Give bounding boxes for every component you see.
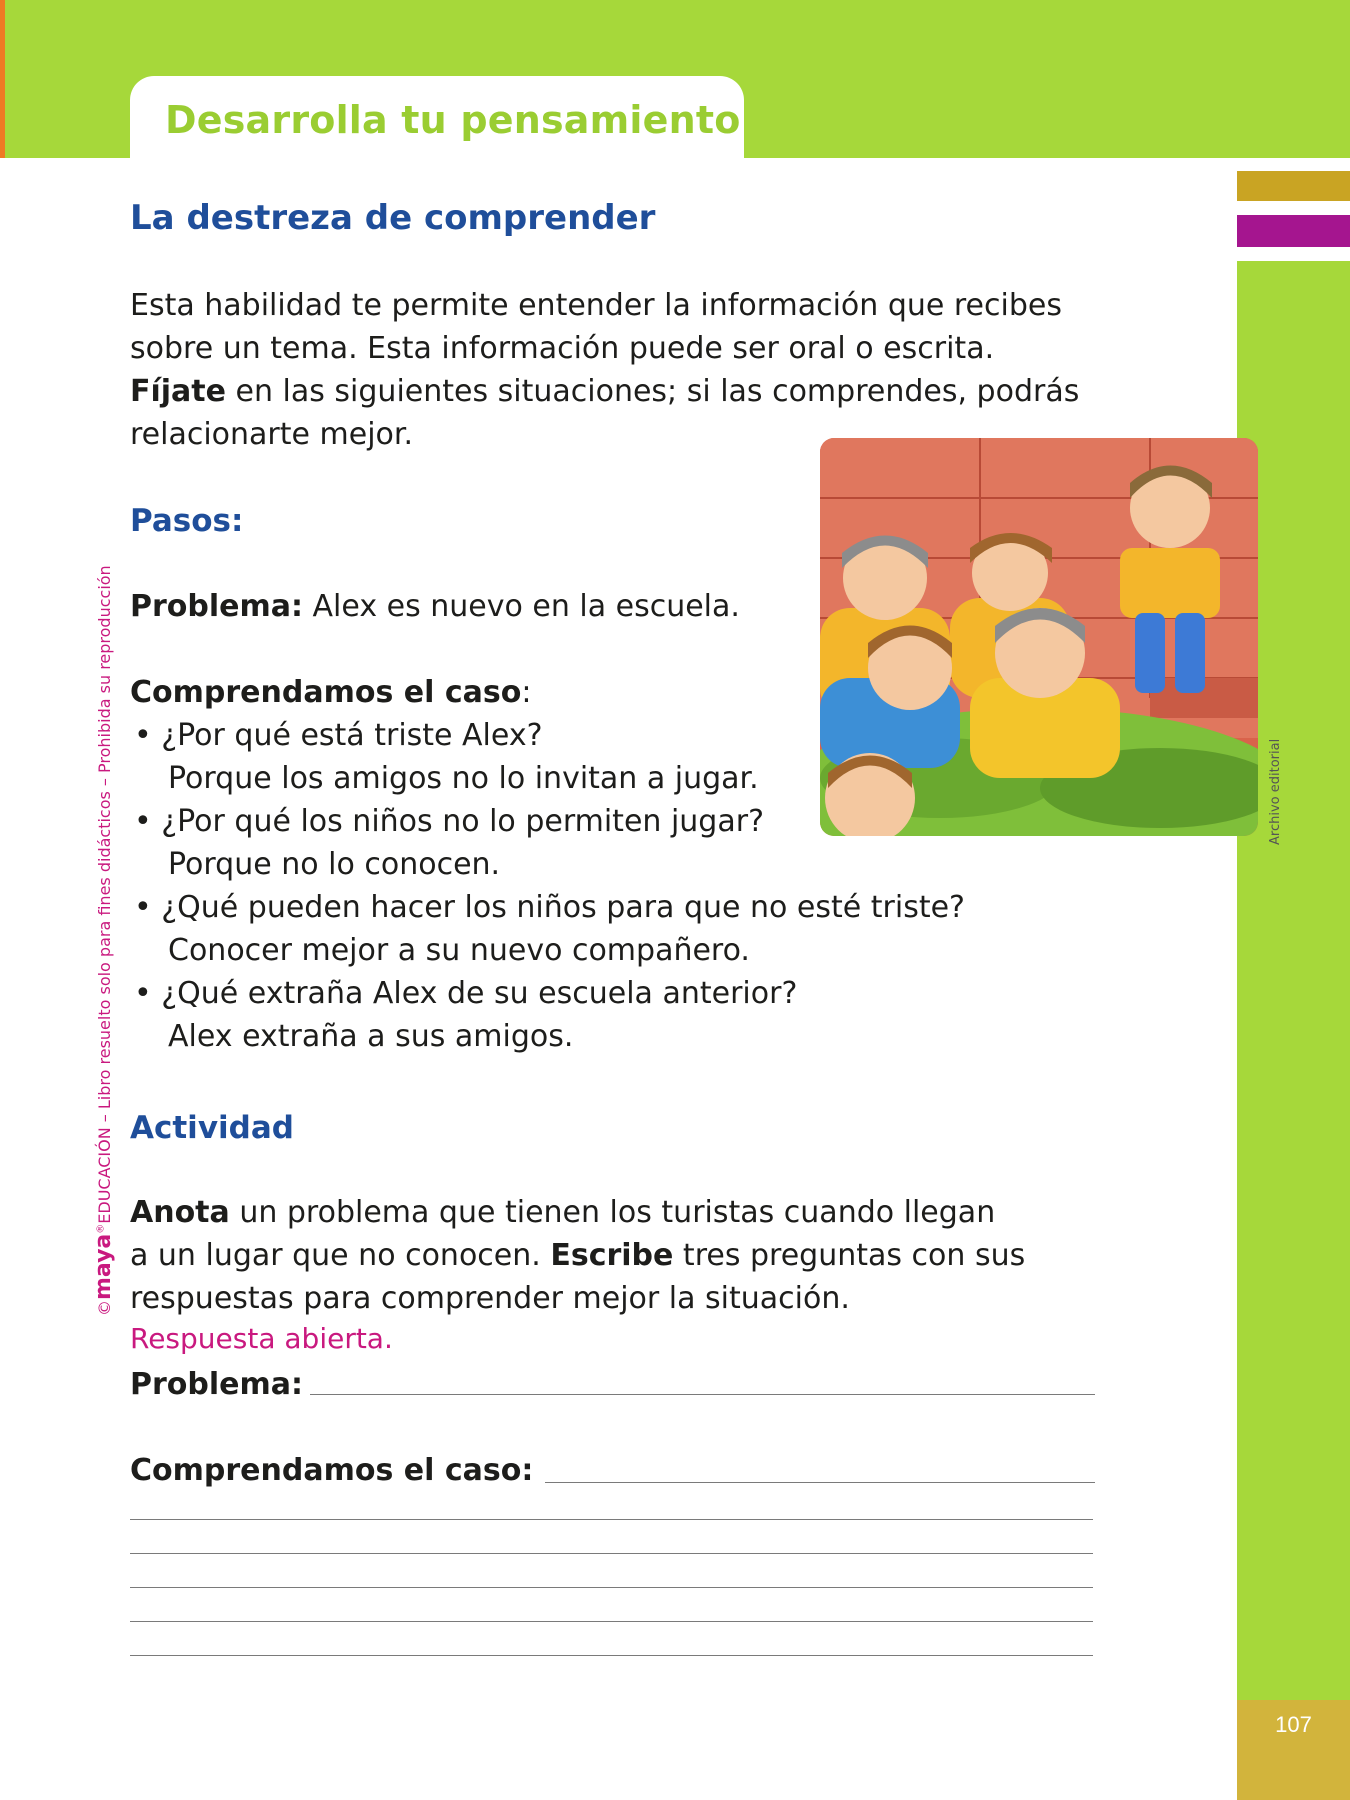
activity-case-label: Comprendamos el caso: xyxy=(130,1453,534,1488)
section-heading: La destreza de comprender xyxy=(130,198,656,238)
activity-problem-label: Problema: xyxy=(130,1367,303,1402)
illustration-drawing xyxy=(820,438,1258,836)
activity-heading: Actividad xyxy=(130,1110,294,1146)
intro-line-3-rest: en las siguientes situaciones; si las comprendes, podrás xyxy=(226,374,1080,409)
writing-line-5[interactable] xyxy=(130,1655,1093,1656)
writing-line-4[interactable] xyxy=(130,1621,1093,1622)
case-answer-3: Conocer mejor a su nuevo compañero. xyxy=(168,933,750,968)
problem-label: Problema: xyxy=(130,589,303,624)
copyright-vertical-note xyxy=(91,565,116,1316)
intro-line-4: relacionarte mejor. xyxy=(130,417,414,452)
case-question-2: • ¿Por qué los niños no lo permiten jugar? xyxy=(134,804,764,839)
problem-answer-line[interactable] xyxy=(310,1394,1095,1395)
writing-line-1[interactable] xyxy=(130,1519,1093,1520)
page-number: 107 xyxy=(1275,1712,1312,1737)
intro-line-3 xyxy=(130,374,1079,409)
activity-line-2-rest: tres preguntas con sus xyxy=(673,1238,1026,1273)
children-playing-illustration xyxy=(820,438,1258,836)
writing-line-3[interactable] xyxy=(130,1587,1093,1588)
copyright-text: EDUCACIÓN – Libro resuelto solo para fines didácticos – Prohibida su reproducción xyxy=(95,565,114,1224)
case-answer-line-1[interactable] xyxy=(545,1482,1095,1483)
intro-bold-fijate: Fíjate xyxy=(130,374,226,409)
problem-statement xyxy=(130,589,740,624)
activity-line-2-a: a un lugar que no conocen. xyxy=(130,1238,551,1273)
case-answer-4: Alex extraña a sus amigos. xyxy=(168,1019,574,1054)
activity-bold-escribe: Escribe xyxy=(550,1238,674,1273)
case-question-1: • ¿Por qué está triste Alex? xyxy=(134,718,543,753)
brand-logo-text: maya xyxy=(91,1233,116,1300)
orange-edge-strip xyxy=(0,0,5,158)
gold-side-bar xyxy=(1237,171,1350,201)
activity-line-3: respuestas para comprender mejor la situación. xyxy=(130,1281,850,1316)
pasos-heading: Pasos: xyxy=(130,503,244,539)
case-label: Comprendamos el caso xyxy=(130,675,522,710)
intro-line-2: sobre un tema. Esta información puede ser oral o escrita. xyxy=(130,331,995,366)
open-answer-note: Respuesta abierta. xyxy=(130,1322,393,1355)
activity-line-1-rest: un problema que tienen los turistas cuando llegan xyxy=(229,1195,996,1230)
activity-line-1 xyxy=(130,1195,995,1230)
intro-line-1: Esta habilidad te permite entender la información que recibes xyxy=(130,288,1062,323)
case-question-4: • ¿Qué extraña Alex de su escuela anterior? xyxy=(134,976,798,1011)
case-question-3: • ¿Qué pueden hacer los niños para que no esté triste? xyxy=(134,890,965,925)
image-credit: Archivo editorial xyxy=(1268,738,1283,845)
activity-bold-anota: Anota xyxy=(130,1195,230,1230)
page-title: Desarrolla tu pensamiento xyxy=(165,98,741,142)
copyright-symbol: © xyxy=(95,1300,114,1316)
activity-line-2 xyxy=(130,1238,1025,1273)
case-heading xyxy=(130,675,531,710)
magenta-side-bar xyxy=(1237,215,1350,247)
case-answer-1: Porque los amigos no lo invitan a jugar. xyxy=(168,761,759,796)
registered-symbol: ® xyxy=(95,1223,107,1234)
case-answer-2: Porque no lo conocen. xyxy=(168,847,501,882)
writing-line-2[interactable] xyxy=(130,1553,1093,1554)
case-colon: : xyxy=(521,675,532,710)
problem-text: Alex es nuevo en la escuela. xyxy=(303,589,740,624)
